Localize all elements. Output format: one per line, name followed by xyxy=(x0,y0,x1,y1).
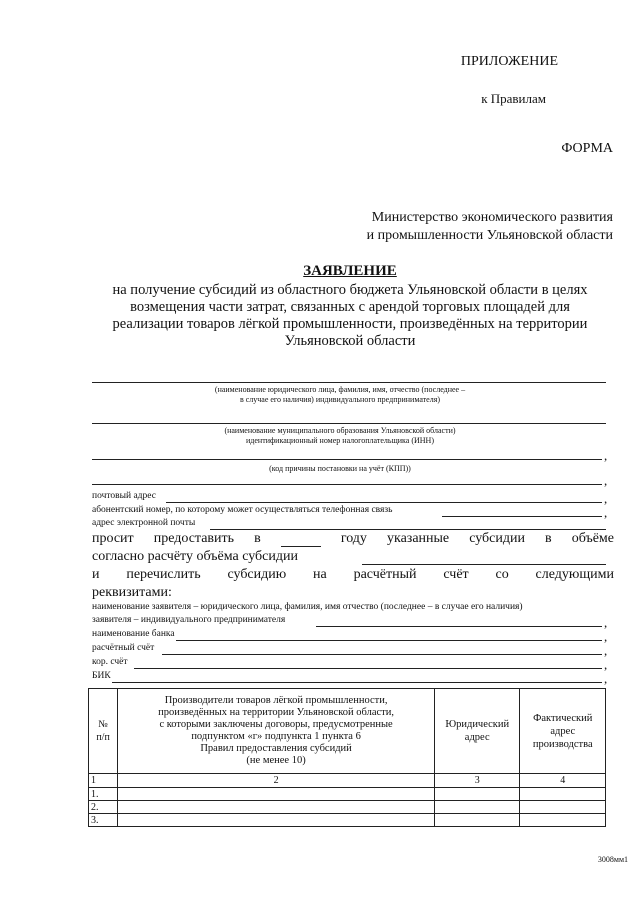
table-cell[interactable] xyxy=(434,814,519,827)
column-number: 2 xyxy=(118,774,435,788)
form-label: ФОРМА xyxy=(561,141,613,156)
header-producers-line: с которыми заключены договоры, предусмотренные xyxy=(159,719,393,730)
header-legal-address: Юридический адрес xyxy=(434,689,519,774)
comma-mark: , xyxy=(604,615,608,630)
table-cell[interactable] xyxy=(520,801,606,814)
request-word: предоставить xyxy=(153,531,235,546)
column-number: 3 xyxy=(434,774,519,788)
requisite-name-field[interactable] xyxy=(316,626,602,627)
table-cell[interactable] xyxy=(434,788,519,801)
corr-account-field[interactable] xyxy=(134,668,602,669)
request-word: расчётный xyxy=(353,567,417,582)
request-word: указанные xyxy=(386,531,450,546)
document-title: ЗАЯВЛЕНИЕ xyxy=(303,263,397,279)
table-cell[interactable] xyxy=(118,788,435,801)
table-row xyxy=(89,814,606,827)
row-number: 3. xyxy=(89,814,118,827)
phone-field[interactable] xyxy=(442,516,602,517)
request-line-1 xyxy=(92,531,614,547)
ministry-line-2: и промышленности Ульяновской области xyxy=(366,228,613,243)
bik-label: БИК xyxy=(92,671,111,681)
header-producers-line: Производители товаров лёгкой промышленности, xyxy=(164,695,388,706)
request-word: со xyxy=(495,567,509,582)
header-producers-line: произведённых на территории Ульяновской области, xyxy=(158,707,395,718)
table-cell[interactable] xyxy=(520,814,606,827)
request-word: счёт xyxy=(443,567,469,582)
request-word: перечислить xyxy=(126,567,201,582)
title-line-1: на получение субсидий из областного бюджета Ульяновской области в целях xyxy=(112,282,588,298)
applicant-name-field[interactable] xyxy=(92,382,606,383)
account-label: расчётный счёт xyxy=(92,643,155,653)
postal-address-field[interactable] xyxy=(166,502,602,503)
request-word: в xyxy=(254,531,261,546)
header-producers-line: подпунктом «г» подпункта 1 пункта 6 xyxy=(191,731,361,742)
producers-table xyxy=(88,688,606,827)
appendix-label: ПРИЛОЖЕНИЕ xyxy=(460,54,558,69)
title-line-4: Ульяновской области xyxy=(284,333,416,349)
request-word: следующими xyxy=(535,567,614,582)
row-number: 2. xyxy=(89,801,118,814)
comma-mark: , xyxy=(604,473,608,488)
header-number xyxy=(89,689,118,774)
request-word: в xyxy=(545,531,552,546)
table-cell[interactable] xyxy=(118,814,435,827)
requisite-name-label-2: заявителя – индивидуального предпринимателя xyxy=(92,615,286,625)
account-field[interactable] xyxy=(162,654,602,655)
request-word: и xyxy=(92,567,100,582)
corr-account-label: кор. счёт xyxy=(92,657,128,667)
header-producers-line: (не менее 10) xyxy=(246,755,306,766)
header-producers-line: Правил предоставления субсидий xyxy=(200,743,352,754)
table-cell[interactable] xyxy=(118,801,435,814)
municipal-caption xyxy=(150,426,530,446)
table-cell[interactable] xyxy=(520,788,606,801)
table-header-row xyxy=(89,689,606,774)
email-label: адрес электронной почты xyxy=(92,518,196,528)
comma-mark: , xyxy=(604,657,608,672)
request-word: просит xyxy=(92,531,134,546)
row-number: 1. xyxy=(89,788,118,801)
applicant-caption xyxy=(170,385,510,405)
table-row xyxy=(89,788,606,801)
bik-field[interactable] xyxy=(112,682,602,683)
request-word: году xyxy=(340,531,367,546)
applicant-caption-line-1: (наименование юридического лица, фамилия, имя, отчество (последнее – xyxy=(214,385,466,394)
municipal-caption-line-1: (наименование муниципального образования Ульяновской области) xyxy=(224,426,456,435)
comma-mark: , xyxy=(604,491,608,506)
column-number: 1 xyxy=(89,774,118,788)
ministry-line-1: Министерство экономического развития xyxy=(371,210,613,225)
table-cell[interactable] xyxy=(434,801,519,814)
comma-mark: , xyxy=(604,629,608,644)
header-number-line: № xyxy=(98,719,108,730)
request-line-3 xyxy=(92,567,614,583)
column-number: 4 xyxy=(520,774,606,788)
bank-label: наименование банка xyxy=(92,629,175,639)
footer-code: 3008мм1 xyxy=(597,855,628,864)
email-field[interactable] xyxy=(210,529,606,530)
comma-mark: , xyxy=(604,448,608,463)
title-line-2: возмещения части затрат, связанных с арендой торговых площадей для xyxy=(130,299,570,315)
request-word: на xyxy=(313,567,327,582)
blank-field[interactable] xyxy=(92,484,602,485)
request-word: объёме xyxy=(571,531,614,546)
kpp-caption: (код причины постановки на учёт (КПП)) xyxy=(269,464,411,473)
year-field[interactable] xyxy=(281,534,321,547)
comma-mark: , xyxy=(604,505,608,520)
postal-address-label: почтовый адрес xyxy=(92,491,156,501)
header-number-line: п/п xyxy=(96,732,110,743)
kpp-field[interactable] xyxy=(92,459,602,460)
subsidy-amount-field[interactable] xyxy=(362,564,606,565)
request-word: субсидии xyxy=(469,531,525,546)
table-number-row xyxy=(89,774,606,788)
title-line-3: реализации товаров лёгкой промышленности, произведённых на территории xyxy=(112,316,588,332)
table-row xyxy=(89,801,606,814)
request-line-4: реквизитами: xyxy=(92,585,172,600)
title-subtext xyxy=(60,282,640,350)
request-word: субсидию xyxy=(227,567,287,582)
bank-field[interactable] xyxy=(176,640,602,641)
request-line-2: согласно расчёту объёма субсидии xyxy=(92,549,298,564)
phone-label: абонентский номер, по которому может осуществляться телефонная связь xyxy=(92,505,393,515)
requisite-name-label-1: наименование заявителя – юридического лица, фамилия, имя отчество (последнее – в случае его наличия) xyxy=(92,602,523,612)
applicant-caption-line-2: в случае его наличия) индивидуального предпринимателя) xyxy=(239,395,441,404)
to-rules-label: к Правилам xyxy=(481,91,546,106)
municipality-inn-field[interactable] xyxy=(92,423,606,424)
municipal-caption-line-2: идентификационный номер налогоплательщика (ИНН) xyxy=(246,436,434,445)
comma-mark: , xyxy=(604,671,608,686)
header-actual-address: Фактический адрес производства xyxy=(520,689,606,774)
comma-mark: , xyxy=(604,643,608,658)
header-producers xyxy=(118,689,435,774)
